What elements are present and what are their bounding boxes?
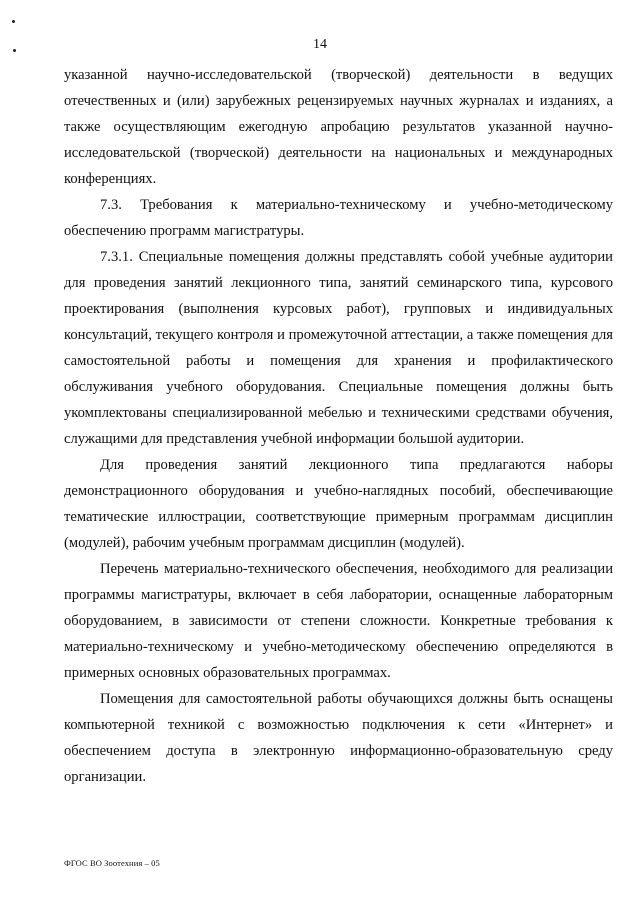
paragraph-lecture-equipment: Для проведения занятий лекционного типа предлагаются наборы демонстрационного оборудования и учебно-наглядных пособий, обеспечивающие тематические иллюстрации, соответствующие примерным программам дисциплин (модулей), рабочим учебным программам дисциплин (модулей). [64,457,613,551]
scan-artifact-dot [12,20,15,23]
paragraph-continuation: указанной научно-исследовательской (творческой) деятельности в ведущих отечественных и (или) зарубежных рецензируемых научных журналах и изданиях, а также осуществляющим ежегодную апробацию результатов указанной научно-исследовательской (творческой) деятельности на национальных и международных конференциях. [64,67,613,187]
document-footer: ФГОС ВО Зоотехния – 05 [64,858,160,868]
document-body [64,62,613,790]
paragraph-laboratories: Перечень материально-технического обеспечения, необходимого для реализации программы магистратуры, включает в себя лаборатории, оснащенные лабораторным оборудованием, в зависимости от степени сложности. Конкретные требования к материально-техническому и учебно-методическому обеспечению определяются в примерных основных образовательных программах. [64,561,613,681]
paragraph-section-7-3: 7.3. Требования к материально-техническому и учебно-методическому обеспечению программ магистратуры. [64,197,613,239]
page-number: 14 [313,37,327,52]
paragraph-section-7-3-1: 7.3.1. Специальные помещения должны представлять собой учебные аудитории для проведения занятий лекционного типа, занятий семинарского типа, курсового проектирования (выполнения курсовых работ), групповых и индивидуальных консультаций, текущего контроля и промежуточной аттестации, а также помещения для самостоятельной работы и помещения для хранения и профилактического обслуживания учебного оборудования. Специальные помещения должны быть укомплектованы специализированной мебелью и техническими средствами обучения, служащими для представления учебной информации большой аудитории. [64,249,613,447]
paragraph-self-study-rooms: Помещения для самостоятельной работы обучающихся должны быть оснащены компьютерной техникой с возможностью подключения к сети «Интернет» и обеспечением доступа в электронную информационно-образовательную среду организации. [64,691,613,785]
